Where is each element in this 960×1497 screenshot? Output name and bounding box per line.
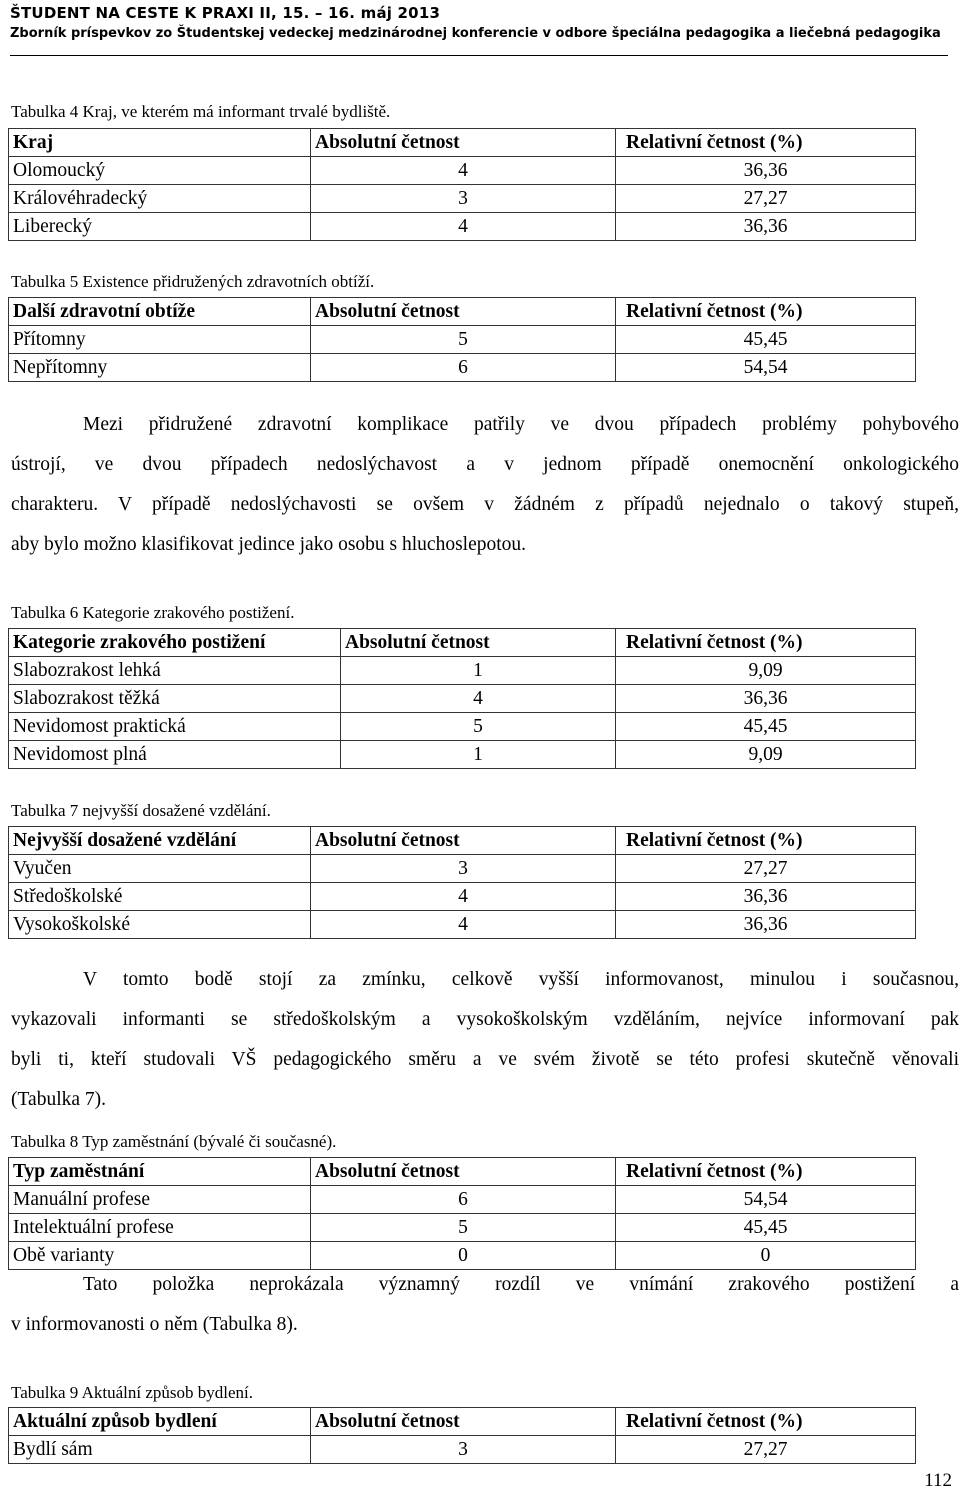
cell: 9,09 — [616, 657, 916, 685]
header-cell: Další zdravotní obtíže — [9, 298, 311, 326]
page-number: 112 — [924, 1470, 952, 1491]
cell: 3 — [311, 1436, 616, 1464]
cell: 54,54 — [616, 354, 916, 382]
cell: Nevidomost praktická — [9, 713, 341, 741]
cell: Manuální profese — [9, 1186, 311, 1214]
table-row — [9, 1214, 916, 1242]
table-7 — [8, 826, 916, 939]
cell: Nepřítomny — [9, 354, 311, 382]
table-6-caption: Tabulka 6 Kategorie zrakového postižení. — [11, 603, 295, 622]
table-row — [9, 911, 916, 939]
table-row — [9, 657, 916, 685]
conference-title: ŠTUDENT NA CESTE K PRAXI II, 15. – 16. máj 2013 — [10, 4, 441, 22]
cell: 5 — [311, 1214, 616, 1242]
cell: Královéhradecký — [9, 185, 311, 213]
table-header-row — [9, 827, 916, 855]
table-9-caption: Tabulka 9 Aktuální způsob bydlení. — [11, 1383, 253, 1402]
cell: 5 — [311, 326, 616, 354]
paragraph-line: Tato položka neprokázala významný rozdíl ve vnímání zrakového postižení a — [83, 1274, 959, 1295]
header-cell: Absolutní četnost — [311, 827, 616, 855]
cell: Vyučen — [9, 855, 311, 883]
cell: Vysokoškolské — [9, 911, 311, 939]
table-header-row — [9, 1158, 916, 1186]
header-cell: Absolutní četnost — [311, 1408, 616, 1436]
table-header-row — [9, 1408, 916, 1436]
cell: 4 — [311, 157, 616, 185]
header-cell: Kategorie zrakového postižení — [9, 629, 341, 657]
cell: 4 — [311, 911, 616, 939]
cell: Slabozrakost lehká — [9, 657, 341, 685]
table-8-caption: Tabulka 8 Typ zaměstnání (bývalé či současné). — [11, 1132, 337, 1151]
table-row — [9, 685, 916, 713]
paragraph-line: Mezi přidružené zdravotní komplikace patřily ve dvou případech problémy pohybového — [83, 414, 959, 435]
table-row — [9, 1186, 916, 1214]
table-row — [9, 157, 916, 185]
cell: Přítomny — [9, 326, 311, 354]
table-5-caption: Tabulka 5 Existence přidružených zdravotních obtíží. — [11, 272, 375, 291]
cell: 9,09 — [616, 741, 916, 769]
paragraph-line: byli ti, kteří studovali VŠ pedagogického směru a ve svém životě se této profesi skutečně věnovali — [11, 1049, 959, 1070]
cell: 4 — [341, 685, 616, 713]
cell: 45,45 — [616, 326, 916, 354]
table-row — [9, 213, 916, 241]
header-cell: Absolutní četnost — [341, 629, 616, 657]
header-cell: Relativní četnost (%) — [616, 1158, 916, 1186]
running-header — [10, 4, 941, 41]
table-row — [9, 354, 916, 382]
cell: 27,27 — [616, 1436, 916, 1464]
cell: 45,45 — [616, 713, 916, 741]
table-4 — [8, 128, 916, 241]
cell: 36,36 — [616, 157, 916, 185]
paragraph-line: aby bylo možno klasifikovat jedince jako osobu s hluchoslepotou. — [11, 534, 527, 555]
header-cell: Nejvyšší dosažené vzdělání — [9, 827, 311, 855]
cell: Bydlí sám — [9, 1436, 311, 1464]
table-7-caption: Tabulka 7 nejvyšší dosažené vzdělání. — [11, 801, 271, 820]
cell: 27,27 — [616, 185, 916, 213]
cell: 3 — [311, 185, 616, 213]
table-4-caption: Tabulka 4 Kraj, ve kterém má informant trvalé bydliště. — [11, 102, 391, 121]
cell: 1 — [341, 657, 616, 685]
paragraph-3 — [11, 1265, 959, 1345]
header-cell: Relativní četnost (%) — [616, 129, 916, 157]
cell: 1 — [341, 741, 616, 769]
cell: Intelektuální profese — [9, 1214, 311, 1242]
cell: 0 — [616, 1242, 916, 1270]
header-cell: Relativní četnost (%) — [616, 827, 916, 855]
header-cell: Kraj — [9, 129, 311, 157]
table-row — [9, 1436, 916, 1464]
cell: 6 — [311, 354, 616, 382]
table-row — [9, 326, 916, 354]
cell: 45,45 — [616, 1214, 916, 1242]
cell: 36,36 — [616, 911, 916, 939]
cell: 5 — [341, 713, 616, 741]
cell: Středoškolské — [9, 883, 311, 911]
paragraph-2 — [11, 960, 959, 1120]
table-row — [9, 185, 916, 213]
header-cell: Absolutní četnost — [311, 298, 616, 326]
cell: 4 — [311, 883, 616, 911]
table-row — [9, 855, 916, 883]
paragraph-line: v informovanosti o něm (Tabulka 8). — [11, 1314, 298, 1335]
header-cell: Absolutní četnost — [311, 129, 616, 157]
header-cell: Absolutní četnost — [311, 1158, 616, 1186]
cell: 6 — [311, 1186, 616, 1214]
header-cell: Relativní četnost (%) — [616, 1408, 916, 1436]
paragraph-line: vykazovali informanti se středoškolským a vysokoškolským vzděláním, nejvíce informovaní pak — [11, 1009, 959, 1030]
paragraph-line: ústrojí, ve dvou případech nedoslýchavost a v jednom případě onemocnění onkologického — [11, 454, 959, 475]
cell: 0 — [311, 1242, 616, 1270]
table-header-row — [9, 129, 916, 157]
header-cell: Typ zaměstnání — [9, 1158, 311, 1186]
table-header-row — [9, 629, 916, 657]
table-row — [9, 883, 916, 911]
cell: Nevidomost plná — [9, 741, 341, 769]
table-6 — [8, 628, 916, 769]
header-cell: Aktuální způsob bydlení — [9, 1408, 311, 1436]
table-8 — [8, 1157, 916, 1270]
cell: Obě varianty — [9, 1242, 311, 1270]
paragraph-line: (Tabulka 7). — [11, 1089, 107, 1110]
cell: Olomoucký — [9, 157, 311, 185]
table-row — [9, 713, 916, 741]
table-9 — [8, 1407, 916, 1464]
cell: Liberecký — [9, 213, 311, 241]
table-5 — [8, 297, 916, 382]
cell: 27,27 — [616, 855, 916, 883]
header-rule — [10, 55, 948, 56]
cell: 36,36 — [616, 883, 916, 911]
table-row — [9, 741, 916, 769]
table-header-row — [9, 298, 916, 326]
cell: 36,36 — [616, 685, 916, 713]
cell: 54,54 — [616, 1186, 916, 1214]
cell: 4 — [311, 213, 616, 241]
cell: 3 — [311, 855, 616, 883]
header-cell: Relativní četnost (%) — [616, 298, 916, 326]
paragraph-line: V tomto bodě stojí za zmínku, celkově vyšší informovanost, minulou i současnou, — [83, 969, 959, 990]
header-cell: Relativní četnost (%) — [616, 629, 916, 657]
cell: 36,36 — [616, 213, 916, 241]
paragraph-1 — [11, 405, 959, 565]
paragraph-line: charakteru. V případě nedoslýchavosti se ovšem v žádném z případů nejednalo o takový stupeň, — [11, 494, 959, 515]
proceedings-title: Zborník príspevkov zo Študentskej vedeckej medzinárodnej konferencie v odbore špeciálna pedagogika a liečebná pedagogika — [10, 26, 941, 41]
cell: Slabozrakost těžká — [9, 685, 341, 713]
